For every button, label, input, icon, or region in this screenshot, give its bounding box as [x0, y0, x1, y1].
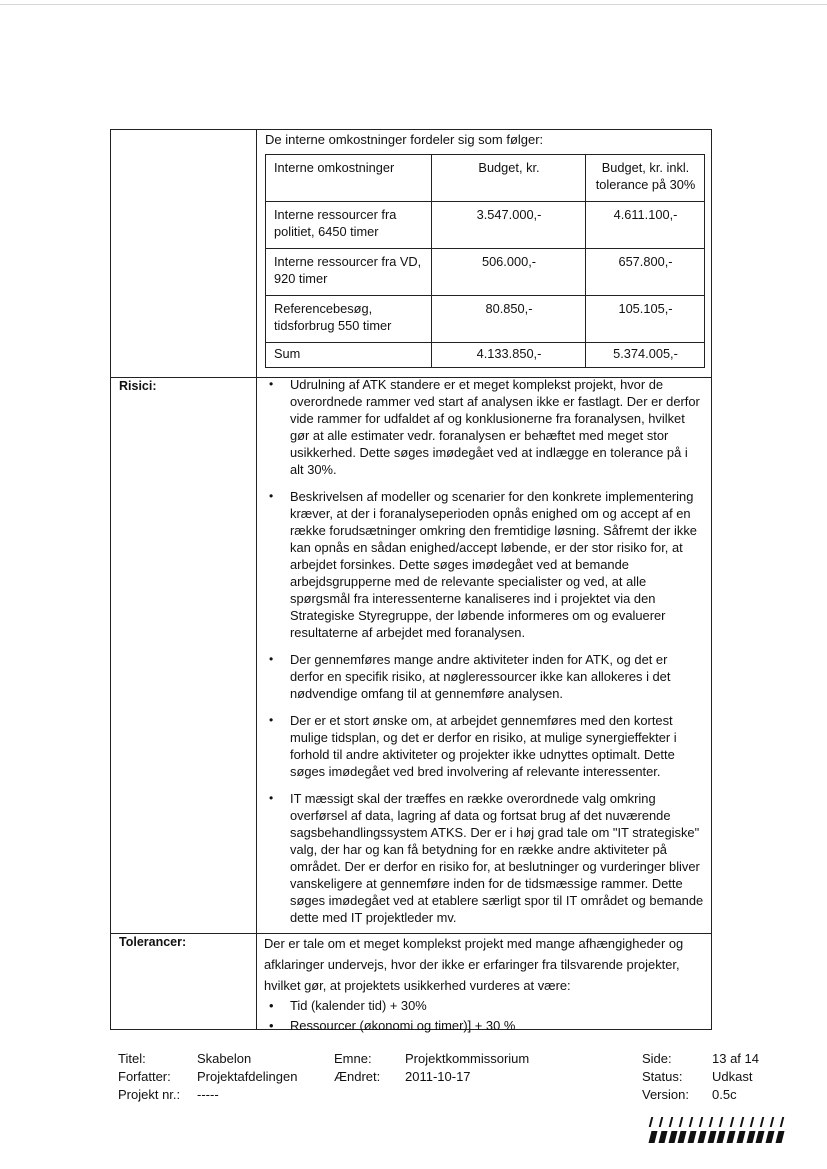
barcode-bar [679, 1117, 683, 1127]
barcode-bottom-row [650, 1131, 783, 1143]
footer-forfatter-label: Forfatter: [118, 1069, 171, 1084]
list-item [264, 712, 704, 780]
tolerancer-list [264, 996, 709, 1036]
table-row [266, 202, 705, 249]
footer-aendret: 2011-10-17 [405, 1069, 471, 1084]
table-cell: Interne ressourcer fra VD, 920 timer [266, 249, 432, 296]
barcode-bar [766, 1131, 775, 1143]
barcode-bar [717, 1131, 726, 1143]
table-cell: 5.374.005,- [586, 343, 705, 368]
table-cell: 4.133.850,- [432, 343, 586, 368]
footer-version-label: Version: [642, 1087, 689, 1102]
table-cell: 80.850,- [432, 296, 586, 343]
barcode-bar [658, 1131, 667, 1143]
table-header-row [266, 155, 705, 202]
barcode-bar [736, 1131, 745, 1143]
barcode-bar [649, 1117, 653, 1127]
barcode-bar [689, 1117, 693, 1127]
bullet-icon: • [269, 791, 274, 805]
footer-emne-label: Emne: [334, 1051, 372, 1066]
table-cell: 4.611.100,- [586, 202, 705, 249]
barcode-top-row [650, 1117, 783, 1127]
barcode-bar [707, 1131, 716, 1143]
footer-projekt: ----- [197, 1087, 219, 1102]
barcode-bar [699, 1117, 703, 1127]
tolerance-text: Tid (kalender tid) + 30% [290, 998, 427, 1013]
scan-line [0, 4, 827, 5]
list-item [264, 488, 704, 641]
table-cell: Sum [266, 343, 432, 368]
barcode-icon [650, 1117, 783, 1143]
footer-side: 13 af 14 [712, 1051, 759, 1066]
barcode-bar [780, 1117, 784, 1127]
table-cell: 3.547.000,- [432, 202, 586, 249]
tolerancer-label: Tolerancer: [119, 935, 187, 949]
risk-text: IT mæssigt skal der træffes en række overordnede valg omkring overførsel af data, lagring af data og fortsat brug af det nuværende sagsbehandlingssystem ATKS. Der er i høj grad tale om "IT strategiske" valg, der har og kan få betydning for en række andre aktiviteter på området. Der er derfor en risiko for, at beslutninger og vurderinger bliver vanskeligere at gennemføre inden for de tidsmæssige rammer. Dette søges imødegået ved at etablere særligt spor til IT området og bemande dette med IT projektleder mv. [290, 791, 704, 925]
footer-status: Udkast [712, 1069, 753, 1084]
header-cell: Budget, kr. inkl. tolerance på 30% [586, 155, 705, 202]
barcode-bar [770, 1117, 774, 1127]
bullet-icon: • [269, 998, 274, 1013]
table-row [266, 249, 705, 296]
footer-side-label: Side: [642, 1051, 672, 1066]
barcode-bar [659, 1117, 663, 1127]
document-table [110, 129, 712, 1033]
list-item [264, 376, 704, 478]
footer-titel-label: Titel: [118, 1051, 146, 1066]
barcode-bar [749, 1117, 753, 1127]
barcode-bar [668, 1131, 677, 1143]
header-cell: Interne omkostninger [266, 155, 432, 202]
cost-intro: De interne omkostninger fordeler sig som følger: [265, 132, 544, 147]
barcode-bar [775, 1131, 784, 1143]
footer-forfatter: Projektafdelingen [197, 1069, 298, 1084]
barcode-bar [719, 1117, 723, 1127]
barcode-bar [678, 1131, 687, 1143]
bullet-icon: • [269, 377, 274, 391]
bullet-icon: • [269, 652, 274, 666]
risici-list [264, 376, 704, 936]
bullet-icon: • [269, 489, 274, 503]
bullet-icon: • [269, 1018, 274, 1033]
barcode-bar [688, 1131, 697, 1143]
tolerancer-content [264, 933, 709, 1036]
list-item [264, 996, 709, 1016]
barcode-bar [649, 1131, 658, 1143]
barcode-bar [759, 1117, 763, 1127]
table-cell: 506.000,- [432, 249, 586, 296]
barcode-bar [746, 1131, 755, 1143]
tolerance-text: Ressourcer (økonomi og timer)] + 30 % [290, 1018, 516, 1033]
footer-aendret-label: Ændret: [334, 1069, 381, 1084]
tolerancer-text: Der er tale om et meget komplekst projekt med mange afhængigheder og afklaringer undervejs, hvor der ikke er erfaringer fra tilsvarende projekter, hvilket gør, at projektets usikkerhed vurderes at være: [264, 936, 684, 993]
list-item [264, 651, 704, 702]
risk-text: Beskrivelsen af modeller og scenarier for den konkrete implementering kræver, at der i foranalyseperioden opnås enighed om og accept af en række forudsætninger omkring den fremtidige løsning. Såfremt der ikke kan opnås en sådan enighed/accept løbende, er der stor risiko for, at arbejdet forsinkes. Dette søges imødegået ved at bemande arbejdsgrupperne med de relevante specialister og ved, at alle spørgsmål fra interessenterne kanaliseres ind i projektet via den Strategiske Styregruppe, der løbende informeres om og evaluerer resultaterne af arbejdet med foranalysen. [290, 489, 697, 640]
barcode-bar [697, 1131, 706, 1143]
barcode-bar [727, 1131, 736, 1143]
table-cell: 105.105,- [586, 296, 705, 343]
list-item [264, 1016, 709, 1036]
barcode-bar [709, 1117, 713, 1127]
header-cell: Budget, kr. [432, 155, 586, 202]
table-row [266, 296, 705, 343]
list-item [264, 790, 704, 926]
footer-projekt-label: Projekt nr.: [118, 1087, 181, 1102]
bullet-icon: • [269, 713, 274, 727]
barcode-bar [729, 1117, 733, 1127]
footer-status-label: Status: [642, 1069, 683, 1084]
footer-titel: Skabelon [197, 1051, 252, 1066]
table-cell: Referencebesøg, tidsforbrug 550 timer [266, 296, 432, 343]
risici-label: Risici: [119, 379, 157, 393]
risk-text: Udrulning af ATK standere er et meget komplekst projekt, hvor de overordnede rammer ved start af analysen ikke er fastlagt. Der er derfor vide rammer for udfaldet af og konklusionerne fra foranalysen, hvilket gør at alle estimater vedr. foranalysen er behæftet med meget stor usikkerhed. Dette søges imødegået ved at indlægge en tolerance på i alt 30%. [290, 377, 700, 477]
barcode-bar [756, 1131, 765, 1143]
table-cell: 657.800,- [586, 249, 705, 296]
cost-table [265, 154, 705, 368]
risk-text: Der er et stort ønske om, at arbejdet gennemføres med den kortest mulige tidsplan, og det er derfor en risiko, at mulige synergieffekter i forhold til andre aktiviteter og projekter ikke udnyttes optimalt. Dette søges imødegået ved bred involvering af relevante interessenter. [290, 713, 677, 779]
footer-version: 0.5c [712, 1087, 737, 1102]
barcode-bar [669, 1117, 673, 1127]
table-sum-row [266, 343, 705, 368]
column-divider [256, 130, 257, 1029]
risk-text: Der gennemføres mange andre aktiviteter inden for ATK, og det er derfor en specifik risiko, at nøgleressourcer ikke kan allokeres i det nødvendige omfang til at gennemføre analysen. [290, 652, 671, 701]
table-cell: Interne ressourcer fra politiet, 6450 timer [266, 202, 432, 249]
barcode-bar [739, 1117, 743, 1127]
footer-emne: Projektkommissorium [405, 1051, 530, 1066]
